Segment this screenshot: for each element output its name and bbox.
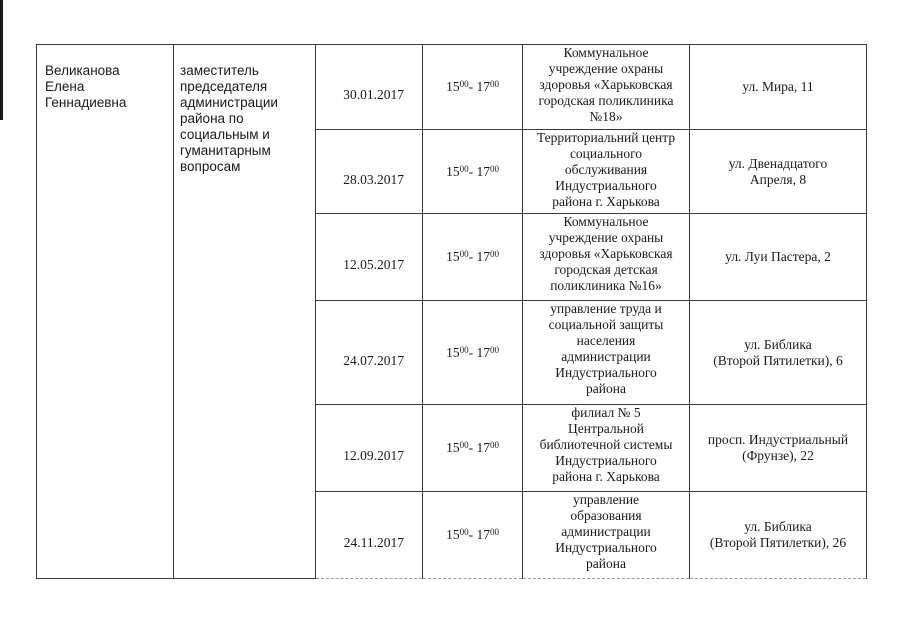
reception-schedule-table bbox=[36, 44, 867, 579]
person-name-cell bbox=[37, 45, 174, 579]
time-text: $15^{00}-$ $17^{00}$ bbox=[446, 79, 499, 94]
person-position: заместитель председателя администрации района по социальным и гуманитарным вопросам bbox=[180, 63, 278, 174]
date-cell bbox=[316, 130, 423, 214]
place-text: управление труда и социальной защиты населения администрации Индустриального района bbox=[548, 301, 664, 396]
place-text: Коммунальное учреждение охраны здоровья «Харьковская городская поликлиника №18» bbox=[538, 45, 674, 124]
document-page bbox=[36, 44, 866, 579]
date-text: 12.05.2017 bbox=[343, 257, 404, 272]
time-cell bbox=[423, 130, 523, 214]
date-text: 24.11.2017 bbox=[343, 535, 404, 550]
date-text: 30.01.2017 bbox=[343, 87, 404, 102]
date-text: 28.03.2017 bbox=[343, 171, 404, 187]
address-cell bbox=[690, 214, 867, 301]
date-cell bbox=[316, 214, 423, 301]
place-text: филиал № 5 Центральной библиотечной системы Индустриального района г. Харькова bbox=[539, 405, 673, 484]
place-cell bbox=[523, 405, 690, 492]
place-cell bbox=[523, 45, 690, 130]
address-cell bbox=[690, 492, 867, 579]
time-cell bbox=[423, 405, 523, 492]
address-text: ул. Мира, 11 bbox=[742, 79, 814, 94]
address-text: просп. Индустриальный (Фрунзе), 22 bbox=[707, 432, 849, 463]
address-text: ул. Луи Пастера, 2 bbox=[725, 249, 831, 264]
date-text: 12.09.2017 bbox=[343, 448, 404, 463]
place-text: Коммунальное учреждение охраны здоровья «Харьковская городская детская поликлиника №16» bbox=[539, 214, 673, 293]
date-text: 24.07.2017 bbox=[343, 352, 404, 368]
page-edge-mark bbox=[0, 0, 3, 120]
place-cell bbox=[523, 214, 690, 301]
person-position-cell bbox=[174, 45, 316, 579]
date-cell bbox=[316, 301, 423, 405]
place-cell bbox=[523, 492, 690, 579]
time-cell bbox=[423, 492, 523, 579]
address-cell bbox=[690, 45, 867, 130]
address-cell bbox=[690, 405, 867, 492]
time-text: $15^{00}-$ $17^{00}$ bbox=[446, 527, 499, 542]
address-text: ул. Двенадцатого Апреля, 8 bbox=[728, 155, 828, 187]
address-cell bbox=[690, 130, 867, 214]
time-text: $15^{00}-$ $17^{00}$ bbox=[446, 440, 499, 455]
time-text: $15^{00}-$ $17^{00}$ bbox=[446, 249, 499, 264]
date-cell bbox=[316, 45, 423, 130]
place-text: Территориальний центр социального обслуживания Индустриального района г. Харькова bbox=[536, 130, 676, 209]
address-text: ул. Библика (Второй Пятилетки), 26 bbox=[709, 519, 847, 550]
person-name: Великанова Елена Геннадиевна bbox=[45, 63, 127, 110]
table-row bbox=[37, 45, 867, 130]
time-cell bbox=[423, 45, 523, 130]
address-text: ул. Библика (Второй Пятилетки), 6 bbox=[713, 336, 843, 368]
time-text: $15^{00}-$ $17^{00}$ bbox=[446, 344, 499, 360]
date-cell bbox=[316, 405, 423, 492]
date-cell bbox=[316, 492, 423, 579]
address-cell bbox=[690, 301, 867, 405]
place-text: управление образования администрации Индустриального района bbox=[555, 492, 657, 571]
time-text: $15^{00}-$ $17^{00}$ bbox=[446, 163, 499, 179]
time-cell bbox=[423, 301, 523, 405]
place-cell bbox=[523, 301, 690, 405]
time-cell bbox=[423, 214, 523, 301]
place-cell bbox=[523, 130, 690, 214]
